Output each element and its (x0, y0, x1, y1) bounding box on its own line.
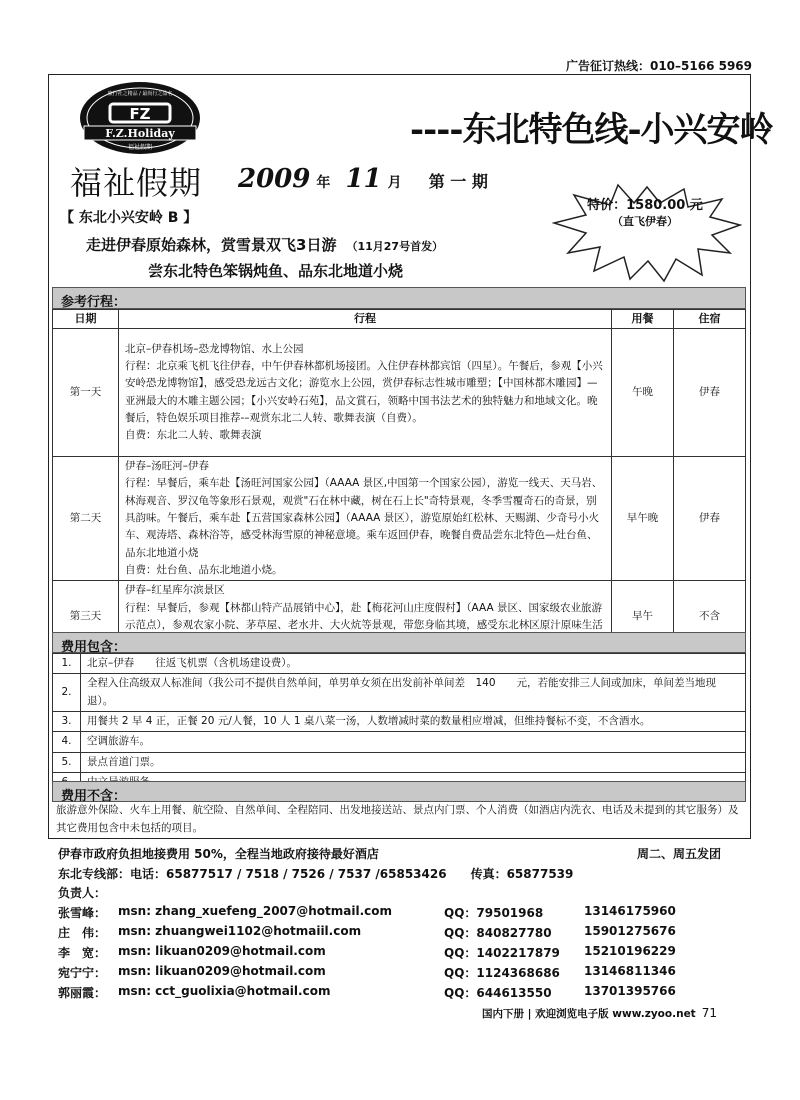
page-footer (482, 1006, 717, 1021)
route-name: 【 东北小兴安岭 B 】 (60, 210, 198, 226)
route-line: 行程：早餐后，参观【林都山特产品展销中心】，赴【梅花河山庄度假村】（AAA 景区、国家级农业旅游示范点），参观农家小院、茅草屋、老水井、大火炕等景观，带您身临其境，感受东北林区原汁原味生活 (125, 601, 603, 631)
issue-year: 2009 (238, 164, 311, 194)
item-number: 4. (53, 732, 81, 752)
table-row (53, 711, 746, 731)
special-price: 特价：1580.00 元 (587, 198, 703, 213)
tour-tagline-2: 尝东北特色笨锅炖鱼、品东北地道小烧 (148, 262, 404, 280)
contact-phone: 15901275676 (584, 924, 676, 938)
footer-text: 国内下册 | 欢迎浏览电子版 www.zyoo.net (482, 1008, 696, 1020)
itinerary-table (52, 309, 746, 654)
ad-hotline: 广告征订热线：010–5166 5969 (565, 59, 752, 73)
contact-qq: QQ：1402217879 (444, 946, 560, 960)
itinerary-title: 参考行程： (52, 287, 746, 309)
contact-name: 李 宽： (58, 946, 107, 960)
route-cell (119, 329, 612, 457)
table-row (53, 674, 746, 712)
issue-number: 第 一 期 (428, 172, 488, 191)
route-line: 北京–伊春机场–恐龙博物馆、水上公园 (125, 342, 304, 355)
table-row (53, 654, 746, 674)
contact-qq: QQ：1124368686 (444, 966, 560, 980)
day-cell: 第二天 (53, 457, 119, 581)
route-cell (119, 457, 612, 581)
inclusions-table (52, 653, 746, 793)
item-number: 2. (53, 674, 81, 712)
exclusions-text: 旅游意外保险、火车上用餐、航空险、自然单间、全程陪同、出发地接送站、景点内门票、个人消费（如酒店内洗衣、电话及未提到的其它服务）及其它费用包含中未包括的项目。 (56, 804, 739, 834)
contact-name: 张雪峰： (58, 906, 107, 920)
contact-qq: QQ：79501968 (444, 906, 544, 920)
stay-cell: 不含 (674, 581, 746, 653)
route-line: 伊春–红星库尔滨景区 (125, 584, 225, 597)
table-row (53, 457, 746, 581)
subsidy-note: 伊春市政府负担地接费用 50%，全程当地政府接待最好酒店 (58, 847, 379, 861)
route-line: 自费：东北二人转、歌舞表演 (125, 429, 262, 442)
contact-msn[interactable]: msn: likuan0209@hotmail.com (118, 944, 326, 958)
header-stay: 住宿 (674, 310, 746, 329)
contact-row (58, 924, 748, 942)
header-route: 行程 (119, 310, 612, 329)
contact-msn[interactable]: msn: cct_guolixia@hotmail.com (118, 984, 331, 998)
issue-year-unit: 年 (316, 175, 331, 191)
contact-phone: 15210196229 (584, 944, 676, 958)
tagline-text: 走进伊春原始森林，赏雪景双飞3日游 (86, 236, 337, 254)
item-text: 景点首道门票。 (81, 752, 746, 772)
issue-month: 11 (345, 164, 382, 194)
item-text: 全程入住高级双人标准间（我公司不提供自然单间，单男单女须在出发前补单间差 140 元，若能安排三人间或加床，单间差当地现退）。 (81, 674, 746, 712)
issue-date (238, 164, 488, 194)
page-number: 71 (701, 1006, 717, 1020)
logo-name: F.Z.Holiday (105, 127, 175, 140)
contact-phone: 13701395766 (584, 984, 676, 998)
table-row (53, 732, 746, 752)
item-text: 空调旅游车。 (81, 732, 746, 752)
contact-msn[interactable]: msn: zhuangwei1102@hotmaiil.com (118, 924, 362, 938)
route-line: 行程：早餐后，乘车赴【汤旺河国家公园】（AAAA 景区,中国第一个国家公园），游览一线天、天马岩、林海观音、罗汉龟等象形石景观，观赏"石在林中藏，树在石上长"奇特景观，冬季雪覆奇石的奇景，别具韵味。午餐后，乘车赴【五营国家森林公园】（AAAA 景区），游览原始红松林、天赐湖、少奇号小火车、观涛塔、森林浴等，感受林海雪原的神秘意境。乘车返回伊春，晚餐自费品尝东北特色—灶台鱼、品东北地道小烧 (125, 477, 603, 559)
contact-row (58, 964, 748, 982)
inclusions-title: 费用包含： (52, 632, 746, 653)
slogan-title: ----东北特色线-小兴安岭 (410, 110, 773, 150)
contact-row (58, 904, 748, 922)
item-text: 用餐共 2 早 4 正，正餐 20 元/人餐，10 人 1 桌八菜一汤，人数增减时菜的数量相应增减，但维持餐标不变，不含酒水。 (81, 711, 746, 731)
tour-tagline (86, 234, 443, 255)
contact-phone: 13146811346 (584, 964, 676, 978)
table-row (53, 752, 746, 772)
item-text: 北京–伊春 往返飞机票（含机场建设费）。 (81, 654, 746, 674)
contact-name: 郭丽霞： (58, 986, 107, 1000)
department-contact: 东北专线部：电话：65877517 / 7518 / 7526 / 7537 /65853426 传真：65877539 (58, 867, 574, 881)
contact-name: 宛宁宁： (58, 966, 107, 980)
item-number: 5. (53, 752, 81, 772)
stay-cell: 伊春 (674, 457, 746, 581)
brand-name: 福祉假期 (70, 164, 203, 202)
header-meal: 用餐 (612, 310, 674, 329)
meal-cell: 午晚 (612, 329, 674, 457)
item-number: 1. (53, 654, 81, 674)
meal-cell: 早午晚 (612, 457, 674, 581)
route-line: 伊春–汤旺河–伊春 (125, 460, 209, 473)
meal-cell: 早午 (612, 581, 674, 653)
logo-sub: 福祉假期 (127, 144, 153, 151)
contact-qq: QQ：644613550 (444, 986, 552, 1000)
logo-mark: FZ (129, 105, 151, 123)
header-day: 日期 (53, 310, 119, 329)
departure-note: （11月27号首发） (346, 240, 444, 253)
contact-name: 庄 伟： (58, 926, 107, 940)
contact-phone: 13146175960 (584, 904, 676, 918)
logo-top-text: 旅行社之精品 / 最尚行之品名 (107, 91, 173, 97)
day-cell: 第三天 (53, 581, 119, 653)
contact-row (58, 984, 748, 1002)
issue-month-unit: 月 (387, 175, 402, 191)
contact-msn[interactable]: msn: likuan0209@hotmail.com (118, 964, 326, 978)
contact-msn[interactable]: msn: zhang_xuefeng_2007@hotmail.com (118, 904, 393, 918)
persons-label: 负责人： (58, 886, 107, 900)
table-row (53, 329, 746, 457)
contact-row (58, 944, 748, 962)
price-note: （直飞伊春） (612, 215, 678, 228)
route-line: 行程：北京乘飞机飞往伊春，中午伊春林都机场接团。入住伊春林都宾馆（四星）。午餐后，参观【小兴安岭恐龙博物馆】，感受恐龙远古文化；游览水上公园，赏伊春标志性城市雕塑；【中国林都木雕园】—亚洲最大的木雕主题公园；【小兴安岭石苑】，品文賞石，领略中国书法艺术的独特魅力和地域文化。晚餐后，特色娱乐项目推荐-–观赏东北二人转、歌舞表演（自费）。 (125, 360, 603, 424)
exclusions-title: 费用不含： (52, 781, 746, 802)
stay-cell: 伊春 (674, 329, 746, 457)
route-line: 自费：灶台鱼、品东北地道小烧。 (125, 564, 283, 577)
fz-holiday-logo (76, 78, 204, 156)
contact-qq: QQ：840827780 (444, 926, 552, 940)
item-number: 3. (53, 711, 81, 731)
day-cell: 第一天 (53, 329, 119, 457)
departure-days: 周二、周五发团 (637, 847, 722, 861)
